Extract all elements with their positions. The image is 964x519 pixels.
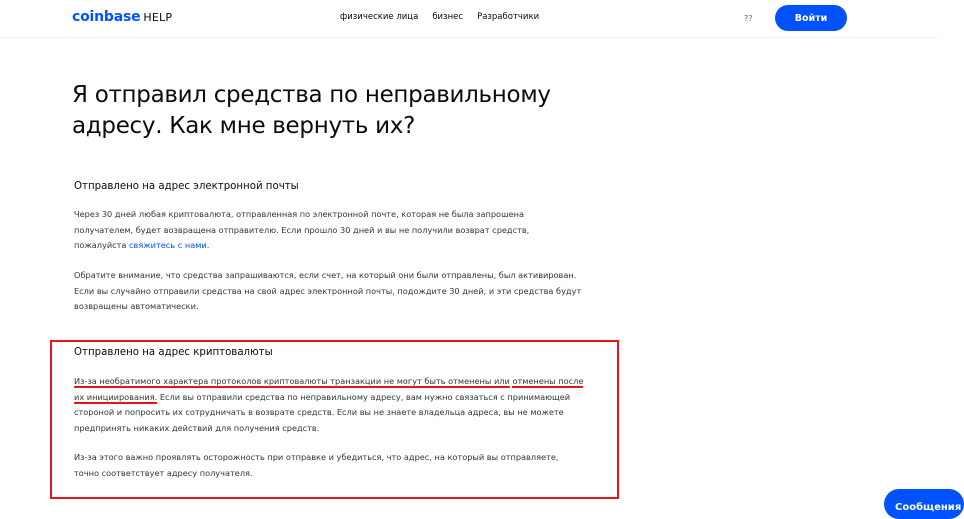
nav-individuals[interactable]: физические лица xyxy=(340,12,419,22)
coinbase-help-logo[interactable] xyxy=(72,9,172,25)
login-button[interactable]: Войти xyxy=(775,5,847,31)
section-heading-crypto: Отправлено на адрес криптовалюты xyxy=(74,347,273,358)
nav-business[interactable]: бизнес xyxy=(432,12,464,22)
top-nav xyxy=(340,12,539,22)
page-title: Я отправил средства по неправильному адресу. Как мне вернуть их? xyxy=(72,82,551,139)
email-paragraph-2: Обратите внимание, что средства запрашиваются, если счет, на который они были отправлены, был активирован. Если вы случайно отправили средства на свой адрес электронной почты, подождите 30 дней, и эти средства будут возвращены автоматически. xyxy=(74,270,582,312)
email-paragraph-1-text: Через 30 дней любая криптовалюта, отправленная по электронной почте, которая не была запрошена получателем, будет возвращена отправителю. Если прошло 30 дней и вы не получили возврат средств, пожалуйста xyxy=(74,209,530,251)
contact-us-link[interactable]: свяжитесь с нами xyxy=(129,240,207,251)
crypto-paragraph-2: Из-за этого важно проявлять осторожность при отправке и убедиться, что адрес, на который вы отправляете, точно соответствует адресу получателя. xyxy=(74,452,559,478)
crypto-paragraph-1 xyxy=(74,374,589,436)
section-heading-email: Отправлено на адрес электронной почты xyxy=(74,181,299,192)
nav-developers[interactable]: Разработчики xyxy=(477,12,540,22)
crypto-paragraph-1-rest: Если вы отправили средства по неправильному адресу, вам нужно связаться с принимающей стороной и попросить их сотрудничать в возврате средств. Если вы не знаете владельца адреса, вы не можете предпринять никаких действий для получения средств. xyxy=(74,391,571,433)
underlined-text-b: отменены после их инициирования. xyxy=(74,376,584,402)
chat-messages-button[interactable]: Сообщения xyxy=(884,489,964,519)
language-selector[interactable]: ?? xyxy=(744,14,753,23)
email-paragraph-1-end: . xyxy=(206,240,210,251)
underlined-text-a: Из-за необратимого характера протоколов криптовалюты транзакции не могут быть отменены или xyxy=(74,376,510,386)
email-paragraph-1 xyxy=(74,207,584,254)
site-header xyxy=(0,0,938,38)
logo-help: HELP xyxy=(143,11,173,24)
logo-brand: coinbase xyxy=(72,9,141,25)
